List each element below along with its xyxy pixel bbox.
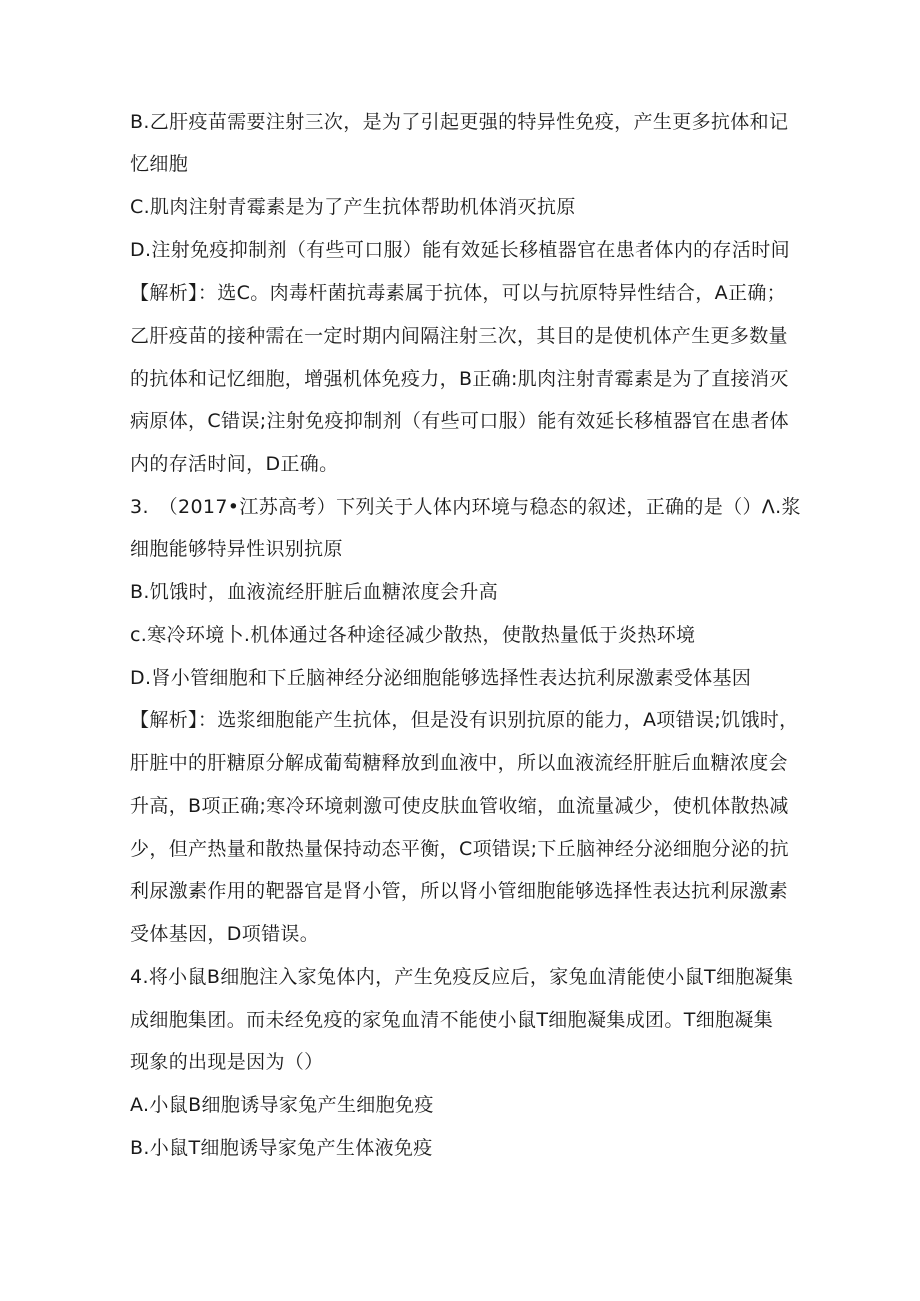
question-3-analysis-line-4: 少，但产热量和散热量保持动态平衡，C项错误;下丘脑神经分泌细胞分泌的抗 bbox=[130, 838, 789, 860]
question-3-stem-line-1: 3. （2017•江苏高考）下列关于人体内环境与稳态的叙述，正确的是（）Λ.浆 bbox=[130, 496, 801, 518]
option-d-line: D.注射免疫抑制剂（有些可口服）能有效延长移植器官在患者体内的存活时间 bbox=[130, 239, 790, 261]
question-3-option-c: c.寒冷环境卜.机体通过各种途径减少散热，使散热量低于炎热环境 bbox=[130, 624, 696, 646]
question-4-option-a: A.小鼠B细胞诱导家兔产生细胞免疫 bbox=[130, 1094, 434, 1116]
question-3-analysis-line-2: 肝脏中的肝糖原分解成葡萄糖释放到血液中，所以血液流经肝脏后血糖浓度会 bbox=[130, 752, 788, 774]
question-4-option-b: B.小鼠T细胞诱导家兔产生体液免疫 bbox=[130, 1137, 433, 1159]
question-4-stem-line-2: 成细胞集团。而未经免疫的家兔血清不能使小鼠T细胞凝集成团。T细胞凝集 bbox=[130, 1009, 774, 1031]
analysis-line-5: 内的存活时间，D正确。 bbox=[130, 453, 339, 475]
analysis-line-4: 病原体，C错误;注射免疫抑制剂（有些可口服）能有效延长移植器官在患者体 bbox=[130, 410, 789, 432]
option-c-line: C.肌肉注射青霉素是为了产生抗体帮助机体消灭抗原 bbox=[130, 196, 576, 218]
question-3-option-d: D.肾小管细胞和下丘脑神经分泌细胞能够选择性表达抗利尿激素受体基因 bbox=[130, 667, 752, 689]
question-3-analysis-line-3: 升高，B项正确;寒冷环境刺激可使皮肤血管收缩，血流量减少，使机体散热减 bbox=[130, 795, 789, 817]
option-b-line-1: B.乙肝疫苗需要注射三次，是为了引起更强的特异性免疫，产生更多抗体和记 bbox=[130, 111, 789, 133]
question-3-analysis-line-5: 利尿激素作用的靶器官是肾小管，所以肾小管细胞能够选择性表达抗利尿激素 bbox=[130, 880, 788, 902]
analysis-line-3: 的抗体和记忆细胞，增强机体免疫力，B正确:肌肉注射青霉素是为了直接消灭 bbox=[130, 368, 789, 390]
option-b-line-2: 忆细胞 bbox=[130, 153, 189, 175]
analysis-line-2: 乙肝疫苗的接种需在一定时期内间隔注射三次，其目的是使机体产生更多数量 bbox=[130, 325, 788, 347]
question-3-stem-line-2: 细胞能够特异性识别抗原 bbox=[130, 538, 343, 560]
question-4-stem-line-1: 4.将小鼠B细胞注入家兔体内，产生免疫反应后，家兔血清能使小鼠T细胞凝集 bbox=[130, 966, 794, 988]
question-3-analysis-line-6: 受体基因，D项错误。 bbox=[130, 923, 320, 945]
analysis-line-1: 【解析】：选C。肉毒杆菌抗毒素属于抗体，可以与抗原特异性结合，A正确； bbox=[130, 282, 787, 304]
question-4-stem-line-3: 现象的出现是因为（） bbox=[130, 1051, 324, 1073]
question-3-option-b: B.饥饿时，血液流经肝脏后血糖浓度会升高 bbox=[130, 581, 499, 603]
question-3-analysis-line-1: 【解析】：选浆细胞能产生抗体，但是没有识别抗原的能力，A项错误;饥饿时， bbox=[130, 709, 799, 731]
